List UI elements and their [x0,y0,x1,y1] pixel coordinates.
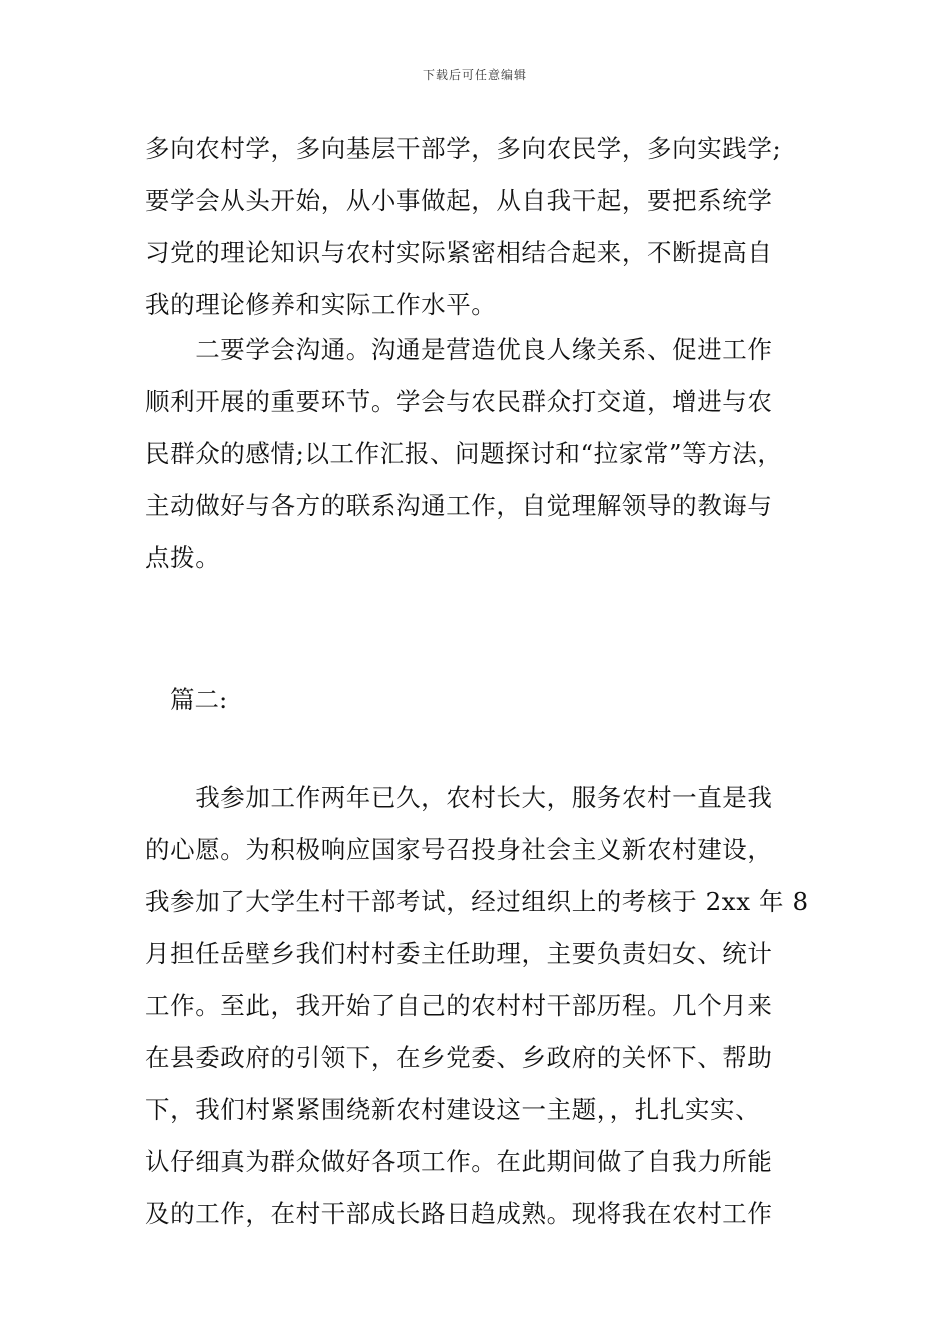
text-line: 点拨。 [145,543,221,572]
text-line: 我参加工作两年已久，农村长大，服务农村一直是我 [145,783,773,812]
text-line: 我参加了大学生村干部考试，经过组织上的考核于 2xx 年 8 [145,887,809,916]
text-line: 要学会从头开始，从小事做起，从自我干起，要把系统学 [145,186,773,215]
paragraph-2 [145,324,835,584]
text-line: 在县委政府的引领下，在乡党委、乡政府的关怀下、帮助 [145,1043,773,1072]
text-line: 月担任岳壁乡我们村村委主任助理，主要负责妇女、统计 [145,939,773,968]
text-line: 多向农村学，多向基层干部学，多向农民学，多向实践学; [145,134,782,163]
text-line: 主动做好与各方的联系沟通工作，自觉理解领导的教诲与 [145,491,773,520]
text-line: 顺利开展的重要环节。学会与农民群众打交道，增进与农 [145,387,773,416]
paragraph-1 [145,123,835,331]
text-line: 习党的理论知识与农村实际紧密相结合起来，不断提高自 [145,238,773,267]
text-line: 下，我们村紧紧围绕新农村建设这一主题，，扎扎实实、 [145,1095,761,1124]
paragraph-3 [145,772,835,1240]
text-line: 我的理论修养和实际工作水平。 [145,290,497,319]
text-line: 的心愿。为积极响应国家号召投身社会主义新农村建设， [145,835,773,864]
header-note: 下载后可任意编辑 [422,68,527,82]
text-line: 民群众的感情;以工作汇报、问题探讨和“拉家常”等方法， [145,439,783,468]
text-line: 认仔细真为群众做好各项工作。在此期间做了自我力所能 [145,1147,773,1176]
text-line: 工作。至此，我开始了自己的农村村干部历程。几个月来 [145,991,773,1020]
section-title: 篇二: [170,685,228,714]
text-line: 二要学会沟通。沟通是营造优良人缘关系、促进工作 [145,335,773,364]
text-line: 及的工作，在村干部成长路日趋成熟。现将我在农村工作 [145,1199,773,1228]
